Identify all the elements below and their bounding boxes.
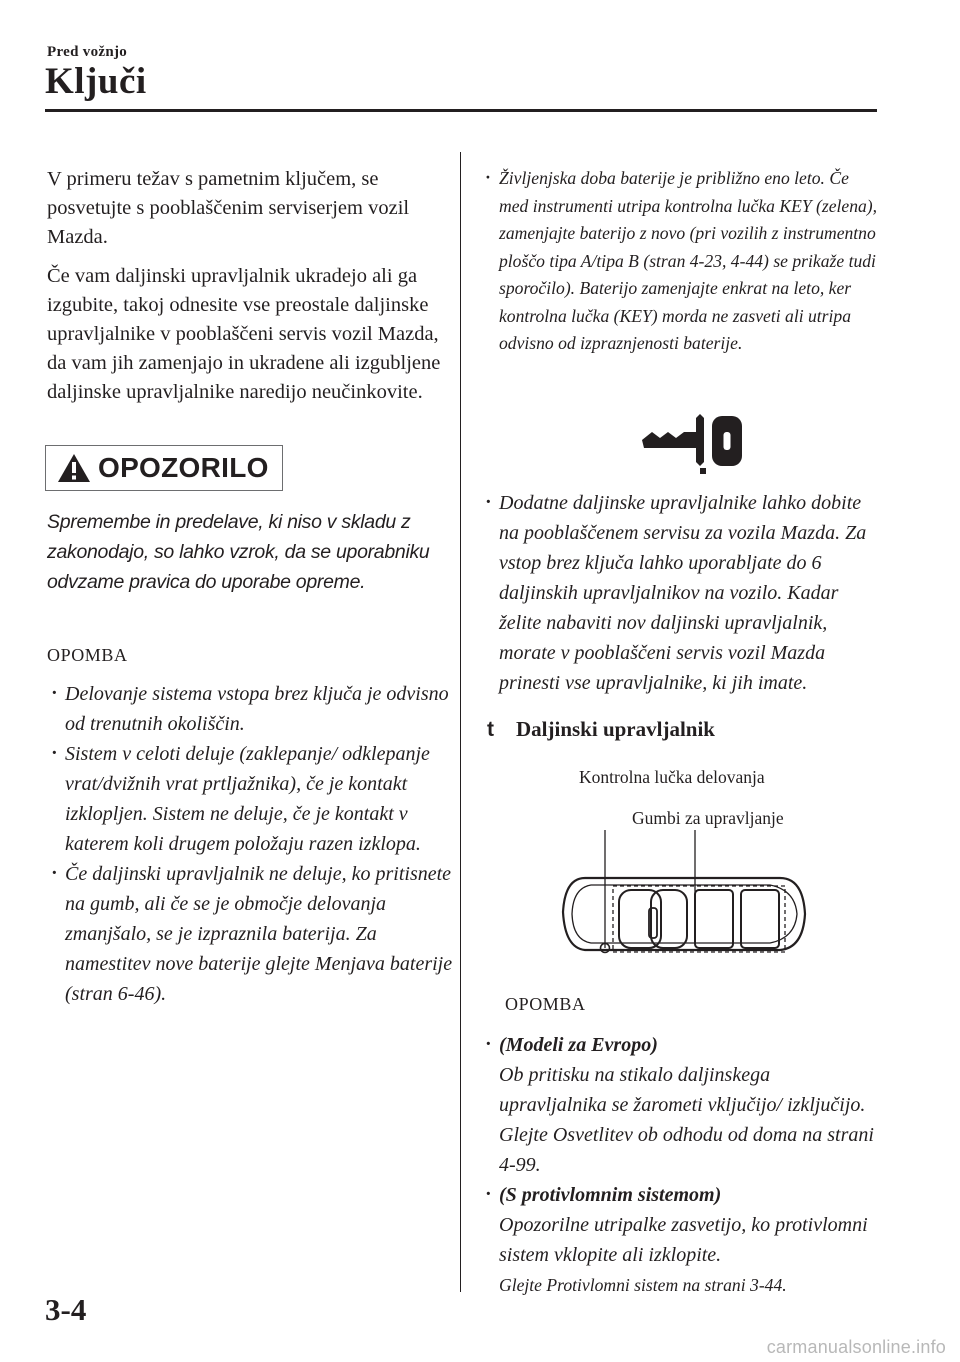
- item-heading: (S protivlomnim sistemom): [499, 1184, 722, 1206]
- list-item: · Če daljinski upravljalnik ne deluje, ko pritisnete na gumb, ali če se je območje delovanja zmanjšalo, se je izpraznila baterija. Za namestitev nove baterije glejte Menjava baterije (stran 6-46).: [47, 859, 457, 1009]
- remote-fob-illustration: [555, 830, 810, 965]
- list-item: [481, 1030, 881, 1180]
- warning-box: [45, 445, 283, 491]
- page-title: Ključi: [45, 61, 147, 102]
- extra-remotes-note: [481, 488, 881, 698]
- item-reference: Glejte Protivlomni sistem na strani 3-44.: [499, 1275, 787, 1295]
- heading-marker: t: [487, 718, 494, 741]
- warning-text: Spremembe in predelave, ki niso v skladu z zakonodajo, so lahko vzrok, da se uporabniku odvzame pravica do uporabe opreme.: [47, 511, 430, 593]
- list-item: · Sistem v celoti deluje (zaklepanje/ odklepanje vrat/dvižnih vrat prtljažnika), če je kontakt izklopljen. Sistem ne deluje, če je kontakt v katerem koli drugem položaju razen izklopa.: [47, 739, 457, 859]
- note-list-right: [481, 1030, 881, 1300]
- warning-title: OPOZORILO: [98, 452, 269, 483]
- note-label: OPOMBA: [505, 994, 586, 1014]
- key-warning-icon: [640, 408, 744, 476]
- list-item: · Delovanje sistema vstopa brez ključa je odvisno od trenutnih okoliščin.: [47, 679, 457, 739]
- buttons-callout: Gumbi za upravljanje: [632, 808, 784, 828]
- remote-heading: [481, 717, 715, 742]
- note-list-left: [47, 679, 457, 1009]
- list-item: · Življenjska doba baterije je približno eno leto. Če med instrumenti utripa kontrolna lučka KEY (zelena), zamenjajte baterijo z novo (pri vozilih z instrumentno ploščo tipa A/tipa B (stran 4-23, 4-44) se prikaže tudi sporočilo). Baterijo zamenjajte enkrat na leto, ker kontrolna lučka (KEY) morda ne zasveti ali utripa odvisno od izpraznjenosti baterije.: [481, 165, 881, 358]
- heading-text: Daljinski upravljalnik: [516, 717, 715, 741]
- note-label: OPOMBA: [47, 645, 128, 665]
- lost-remote-paragraph: Če vam daljinski upravljalnik ukradejo ali ga izgubite, takoj odnesite vse preostale daljinske upravljalnike v pooblaščeni servis vozil Mazda, da vam jih zamenjajo in ukradene ali izgubljene daljinske upravljalnike naredijo neučinkovite.: [47, 265, 441, 403]
- indicator-callout: Kontrolna lučka delovanja: [579, 767, 765, 787]
- section-label: Pred vožnjo: [47, 44, 128, 60]
- item-body: Opozorilne utripalke zasvetijo, ko protivlomni sistem vklopite ali izklopite.: [499, 1214, 868, 1266]
- item-body: Ob pritisku na stikalo daljinskega upravljalnika se žarometi vključijo/ izključijo. Glejte Osvetlitev ob odhodu od doma na strani 4-99.: [499, 1064, 874, 1176]
- list-item: · Dodatne daljinske upravljalnike lahko dobite na pooblaščenem servisu za vozila Mazda. Za vstop brez ključa lahko uporabljate do 6 daljinskih upravljalnikov na vozilo. Kadar želite nabaviti nov daljinski upravljalnik, morate v pooblaščeni servis vozil Mazda prinesti vse upravljalnike, ki jih imate.: [481, 488, 881, 698]
- watermark: carmanualsonline.info: [766, 1337, 946, 1357]
- battery-note: [481, 165, 881, 358]
- item-heading: (Modeli za Evropo): [499, 1034, 658, 1056]
- page-number: 3-4: [45, 1292, 87, 1327]
- list-item: [481, 1180, 881, 1300]
- warning-triangle-icon: [56, 452, 92, 484]
- column-divider: [460, 152, 461, 1292]
- intro-paragraph: V primeru težav s pametnim ključem, se posvetujte s pooblaščenim serviserjem vozil Mazda.: [47, 168, 410, 248]
- title-rule: [45, 109, 877, 112]
